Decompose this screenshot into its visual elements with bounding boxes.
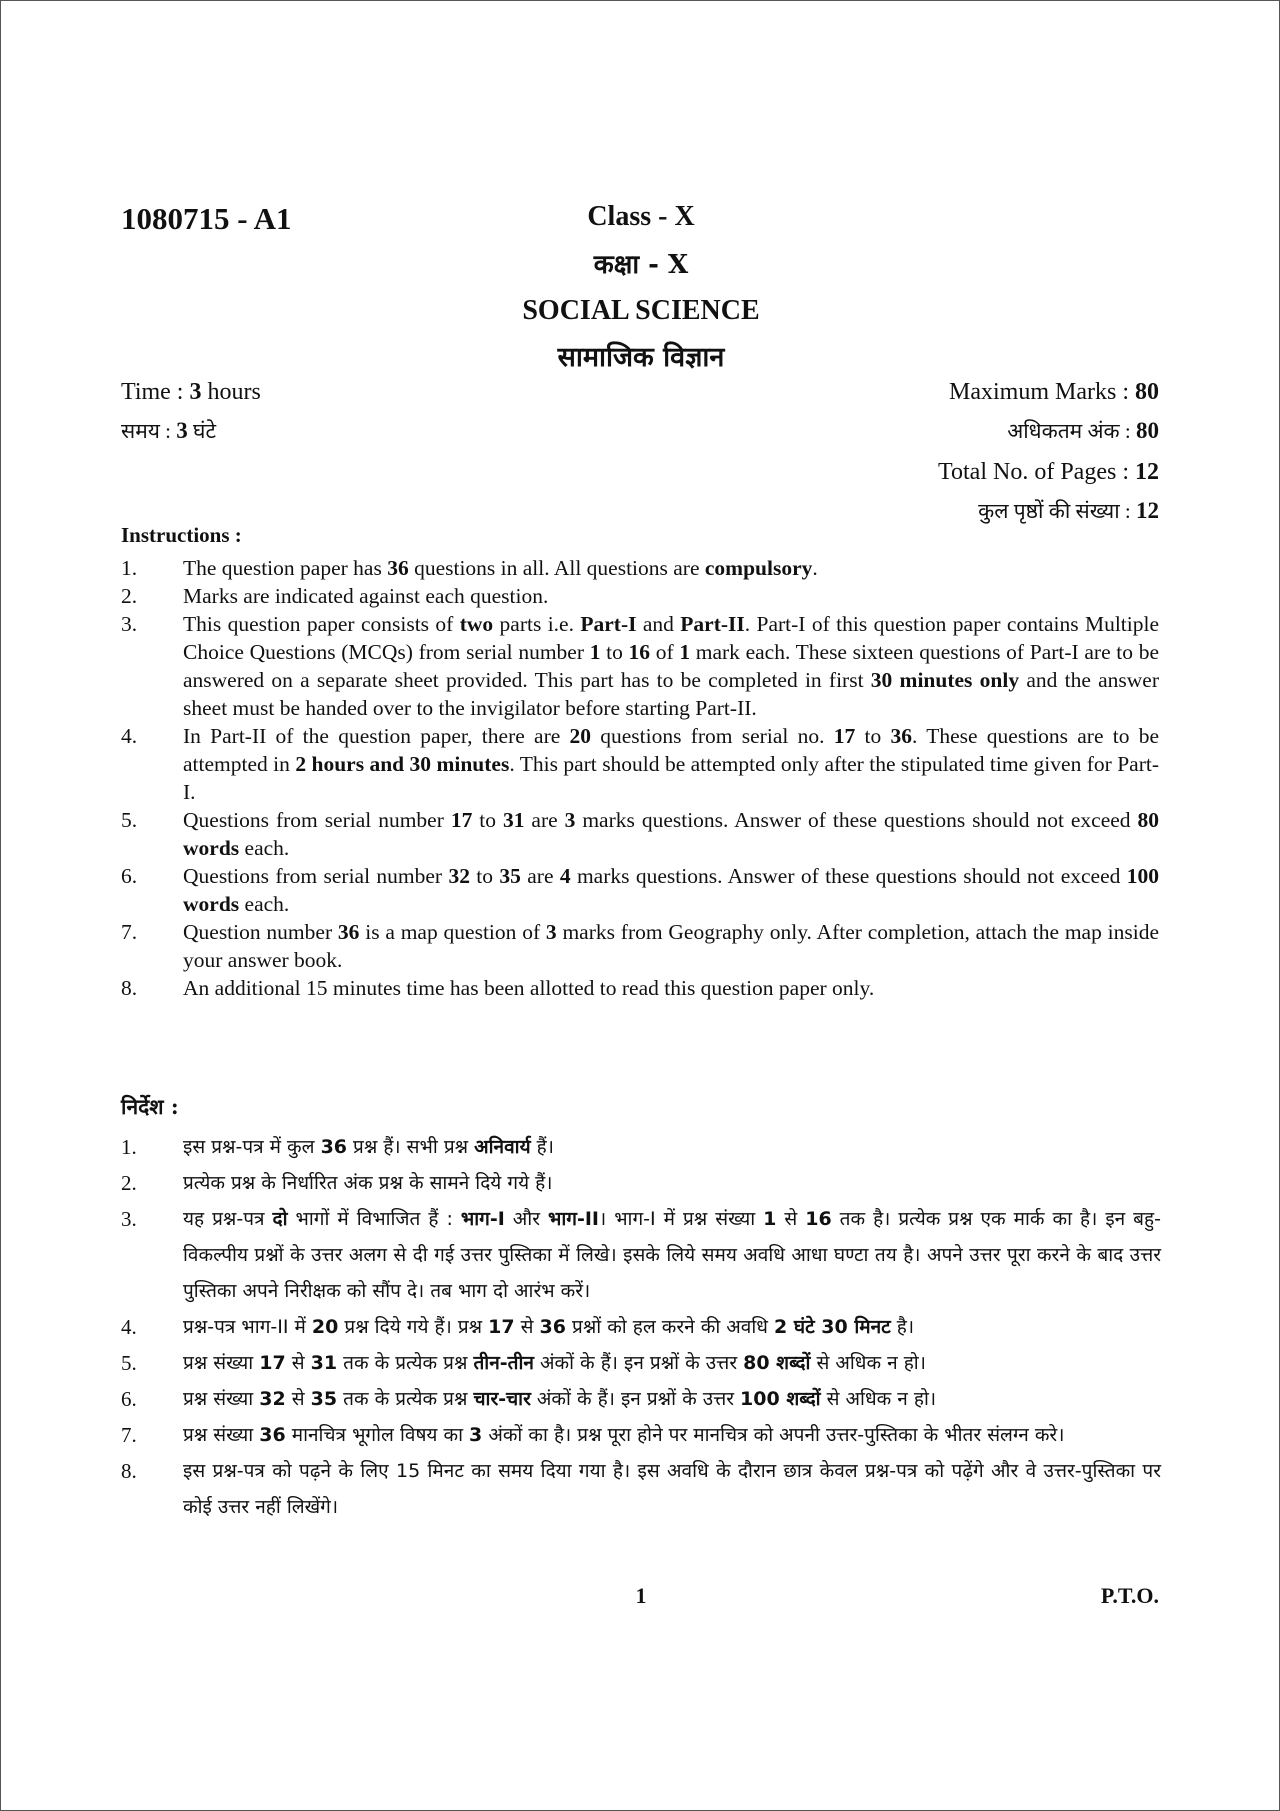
instruction-en-item-3	[121, 610, 1159, 722]
instruction-en-item-number: 7.	[121, 920, 138, 944]
instruction-hi-item-7	[121, 1417, 1161, 1453]
instruction-hi-item-3	[121, 1201, 1161, 1309]
subject-title-hi: सामाजिक विज्ञान	[557, 342, 725, 373]
instruction-en-item-6	[121, 862, 1159, 918]
instruction-en-item-2	[121, 582, 1159, 610]
instruction-en-item-text: Questions from serial number 17 to 31 are 3 marks questions. Answer of these questions should not exceed 80 words each.	[183, 808, 1160, 860]
instruction-en-item-text: In Part-II of the question paper, there are 20 questions from serial no. 17 to 36. These questions are to be attempted in 2 hours and 30 minutes. This part should be attempted only after the stipulated time given for Part-I.	[183, 724, 1160, 804]
time-en: Time : 3 hours	[121, 379, 261, 405]
instruction-en-item-number: 6.	[121, 864, 138, 888]
page-number: 1	[635, 1583, 647, 1608]
paper-code: 1080715 - A1	[121, 201, 292, 236]
instruction-en-item-number: 4.	[121, 724, 138, 748]
instruction-en-item-1	[121, 554, 1159, 582]
instruction-en-item-text: The question paper has 36 questions in all. All questions are compulsory.	[183, 556, 818, 580]
instruction-en-item-text: Questions from serial number 32 to 35 are 4 marks questions. Answer of these questions should not exceed 100 words each.	[183, 864, 1159, 916]
instructions-list-hi	[121, 1129, 1161, 1525]
instruction-en-item-text: An additional 15 minutes time has been allotted to read this question paper only.	[183, 976, 875, 1000]
total-pages-en: Total No. of Pages : 12	[938, 459, 1159, 485]
instruction-hi-item-text: प्रश्न संख्या 36 मानचित्र भूगोल विषय का 3 अंकों का है। प्रश्न पूरा होने पर मानचित्र को अपनी उत्तर-पुस्तिका के भीतर संलग्न करे।	[183, 1424, 1065, 1446]
instruction-hi-item-number: 8.	[121, 1459, 137, 1483]
subject-title-en: SOCIAL SCIENCE	[522, 295, 760, 326]
instruction-hi-item-6	[121, 1381, 1161, 1417]
instruction-hi-item-text: प्रश्न संख्या 17 से 31 तक के प्रत्येक प्रश्न तीन-तीन अंकों के हैं। इन प्रश्नों के उत्तर 80 शब्दों से अधिक न हो।	[183, 1352, 926, 1374]
total-pages-hi: कुल पृष्ठों की संख्या : 12	[978, 498, 1159, 523]
instruction-hi-item-number: 4.	[121, 1315, 137, 1339]
instruction-hi-item-number: 5.	[121, 1351, 137, 1375]
instruction-hi-item-number: 6.	[121, 1387, 137, 1411]
instruction-en-item-5	[121, 806, 1159, 862]
instruction-hi-item-text: प्रश्न-पत्र भाग-II में 20 प्रश्न दिये गये हैं। प्रश्न 17 से 36 प्रश्नों को हल करने की अवधि 2 घंटे 30 मिनट है।	[183, 1316, 915, 1338]
instruction-hi-item-number: 1.	[121, 1135, 137, 1159]
instruction-hi-item-5	[121, 1345, 1161, 1381]
instruction-en-item-7	[121, 918, 1159, 974]
instruction-en-item-text: Question number 36 is a map question of 3 marks from Geography only. After completion, attach the map inside your answer book.	[183, 920, 1159, 972]
time-hi: समय : 3 घंटे	[121, 418, 217, 443]
instruction-en-item-number: 8.	[121, 976, 138, 1000]
instruction-hi-item-number: 3.	[121, 1207, 137, 1231]
instructions-heading-en: Instructions :	[121, 523, 242, 547]
instruction-en-item-text: Marks are indicated against each question.	[183, 584, 549, 608]
instruction-hi-item-2	[121, 1165, 1161, 1201]
instruction-hi-item-text: प्रत्येक प्रश्न के निर्धारित अंक प्रश्न के सामने दिये गये हैं।	[183, 1172, 553, 1194]
instruction-hi-item-1	[121, 1129, 1161, 1165]
instruction-hi-item-4	[121, 1309, 1161, 1345]
instruction-hi-item-text: यह प्रश्न-पत्र दो भागों में विभाजित हैं : भाग-I और भाग-II। भाग-I में प्रश्न संख्या 1 से 16 तक है। प्रत्येक प्रश्न एक मार्क का है। इन बहु-विकल्पीय प्रश्नों के उत्तर अलग से दी गई उत्तर पुस्तिका में लिखे। इसके लिये समय अवधि आधा घण्टा तय है। अपने उत्तर पूरा करने के बाद उत्तर पुस्तिका अपने निरीक्षक को सौंप दे। तब भाग दो आरंभ करें।	[183, 1208, 1161, 1302]
instruction-hi-item-8	[121, 1453, 1161, 1525]
instructions-heading-hi: निर्देश :	[121, 1094, 179, 1119]
instructions-list-en	[121, 554, 1159, 1002]
max-marks-en: Maximum Marks : 80	[949, 379, 1159, 405]
max-marks-hi: अधिकतम अंक : 80	[1007, 418, 1159, 443]
class-title-hi: कक्षा - X	[593, 250, 689, 280]
instruction-en-item-text: This question paper consists of two parts i.e. Part-I and Part-II. Part-I of this question paper contains Multiple Choice Questions (MCQs) from serial number 1 to 16 of 1 mark each. These sixteen questions of Part-I are to be answered on a separate sheet provided. This part has to be completed in first 30 minutes only and the answer sheet must be handed over to the invigilator before starting Part-II.	[183, 612, 1160, 720]
instruction-en-item-number: 5.	[121, 808, 138, 832]
instruction-hi-item-text: इस प्रश्न-पत्र को पढ़ने के लिए 15 मिनट का समय दिया गया है। इस अवधि के दौरान छात्र केवल प्रश्न-पत्र को पढ़ेंगे और वे उत्तर-पुस्तिका पर कोई उत्तर नहीं लिखेंगे।	[183, 1460, 1161, 1518]
class-title-en: Class - X	[587, 201, 695, 232]
instruction-hi-item-number: 7.	[121, 1423, 137, 1447]
instruction-hi-item-number: 2.	[121, 1171, 137, 1195]
instruction-hi-item-text: प्रश्न संख्या 32 से 35 तक के प्रत्येक प्रश्न चार-चार अंकों के हैं। इन प्रश्नों के उत्तर 100 शब्दों से अधिक न हो।	[183, 1388, 937, 1410]
pto-label: P.T.O.	[1100, 1583, 1159, 1608]
instruction-en-item-number: 2.	[121, 584, 138, 608]
instruction-en-item-number: 3.	[121, 612, 138, 636]
instruction-hi-item-text: इस प्रश्न-पत्र में कुल 36 प्रश्न हैं। सभी प्रश्न अनिवार्य हैं।	[183, 1136, 554, 1158]
instruction-en-item-8	[121, 974, 1159, 1002]
instruction-en-item-4	[121, 722, 1159, 806]
instruction-en-item-number: 1.	[121, 556, 138, 580]
